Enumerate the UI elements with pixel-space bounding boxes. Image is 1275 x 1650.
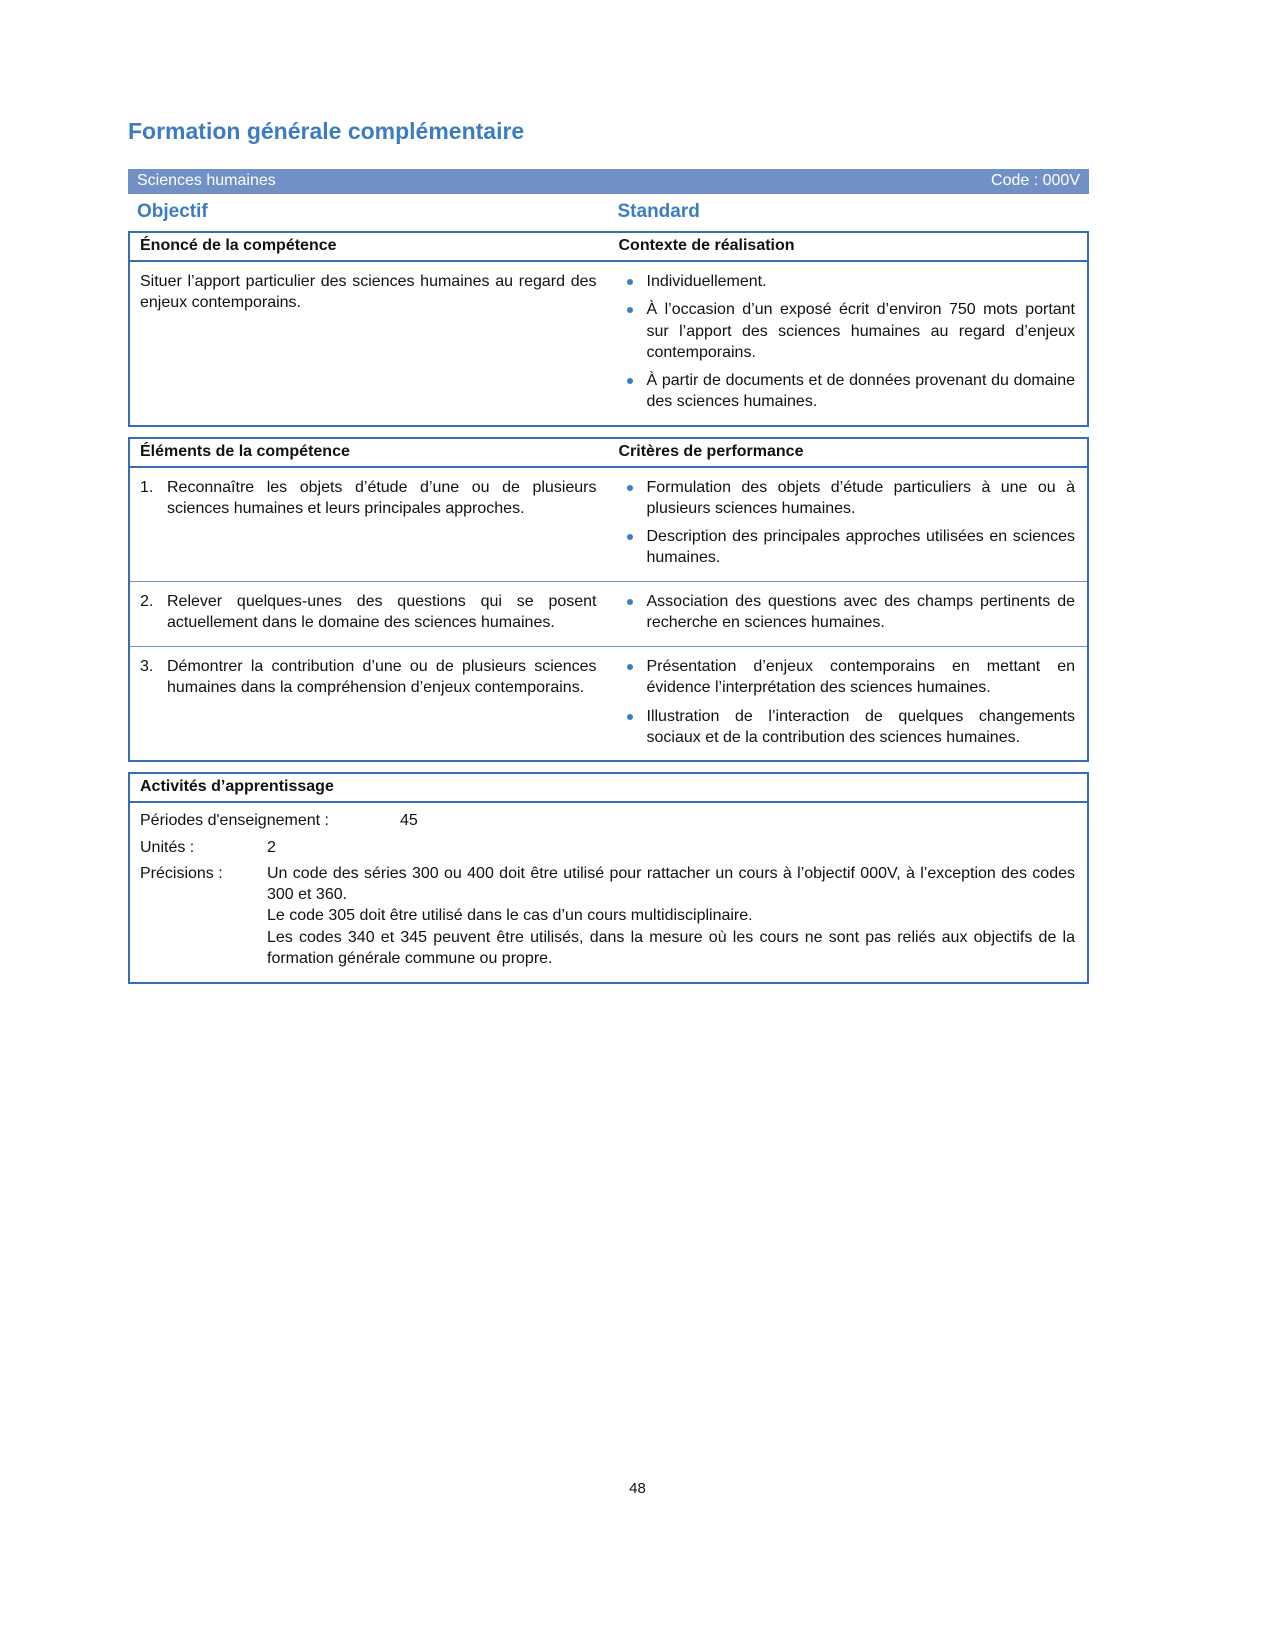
banner-course-code: Code : 000V [991,172,1080,189]
bullet-icon [627,664,633,670]
bullet-text: Présentation d’enjeux contemporains en mettant en évidence l’interprétation des sciences humaines. [646,658,1075,697]
banner-subject-label: Sciences humaines [137,172,276,189]
periods-label: Périodes d'enseignement : [140,812,329,830]
element-text: Reconnaître les objets d’étude d’une ou de plusieurs sciences humaines et leurs principales approches. [167,478,597,517]
enonce-header: Énoncé de la compétence [140,237,337,254]
contexte-header: Contexte de réalisation [618,237,795,254]
table-row [130,646,1087,760]
periods-row [140,810,1075,831]
elements-header: Éléments de la compétence [140,442,350,460]
element-number: 1. [140,478,154,496]
list-item [619,477,1076,520]
list-item [619,271,1076,292]
elements-table-header [130,439,1087,468]
element-cell [130,582,609,647]
criteria-bullet-list [609,582,1088,647]
column-headings [128,201,1089,223]
bullet-text: Illustration de l’interaction de quelques changements sociaux et de la contribution des sciences humaines. [646,707,1075,746]
element-cell [130,647,609,760]
element-text: Relever quelques-unes des questions qui se posent actuellement dans le domaine des sciences humaines. [167,592,597,631]
bullet-text: Formulation des objets d’étude particuliers à une ou à plusieurs sciences humaines. [646,478,1075,517]
precision-paragraph: Un code des séries 300 ou 400 doit être utilisé pour rattacher un cours à l’objectif 000V, à l’exception des codes 300 et 360. [267,864,1075,904]
bullet-text: Description des principales approches utilisées en sciences humaines. [646,528,1075,567]
precision-paragraph: Le code 305 doit être utilisé dans le cas d’un cours multidisciplinaire. [267,907,753,925]
precisions-text [267,863,1075,969]
list-item [619,299,1076,363]
competence-table-header [130,233,1087,262]
page-number: 48 [629,1480,646,1497]
bullet-text: À l’occasion d’un exposé écrit d’environ 750 mots portant sur l’apport des sciences humaines au regard d’enjeux contemporains. [646,301,1075,361]
units-row [140,837,1075,858]
bullet-icon [627,485,633,491]
element-text: Démontrer la contribution d’une ou de plusieurs sciences humaines dans la compréhension d’enjeux contemporains. [167,658,597,697]
activities-table-header [130,774,1087,803]
criteres-header: Critères de performance [618,442,804,460]
bullet-icon [627,378,633,384]
units-label: Unités : [140,838,195,856]
list-item [619,591,1076,634]
list-item [619,526,1076,569]
table-row [130,468,1087,581]
bullet-icon [627,534,633,540]
table-row [130,581,1087,647]
bullet-text: À partir de documents et de données provenant du domaine des sciences humaines. [646,372,1075,411]
element-cell [130,468,609,581]
element-number: 2. [140,592,154,610]
precisions-label: Précisions : [140,864,223,882]
bullet-text: Association des questions avec des champs pertinents de recherche en sciences humaines. [646,592,1075,631]
criteria-bullet-list [609,468,1088,581]
activities-table [128,772,1089,984]
bullet-text: Individuellement. [646,273,767,290]
bullet-icon [627,599,633,605]
list-item [619,706,1076,749]
page-content [128,118,1089,994]
list-item [619,370,1076,413]
criteria-bullet-list [609,647,1088,760]
units-value: 2 [267,838,276,856]
bullet-icon [627,714,633,720]
standard-heading: Standard [617,201,700,222]
element-number: 3. [140,658,154,676]
subject-banner [128,169,1089,194]
competence-table [128,231,1089,427]
elements-table [128,437,1089,763]
activities-body [130,803,1087,982]
competence-table-body [130,262,1087,425]
periods-value: 45 [400,812,418,830]
contexte-bullet-list [609,262,1088,425]
page-title: Formation générale complémentaire [128,118,525,144]
bullet-icon [627,279,633,285]
activities-header: Activités d’apprentissage [140,778,334,796]
list-item [619,656,1076,699]
competence-statement: Situer l’apport particulier des sciences humaines au regard des enjeux contemporains. [140,273,597,312]
bullet-icon [627,307,633,313]
precisions-row [140,863,1075,969]
precision-paragraph: Les codes 340 et 345 peuvent être utilisés, dans la mesure où les cours ne sont pas reliés aux objectifs de la formation générale commune ou propre. [267,928,1075,967]
objectif-heading: Objectif [137,201,208,222]
